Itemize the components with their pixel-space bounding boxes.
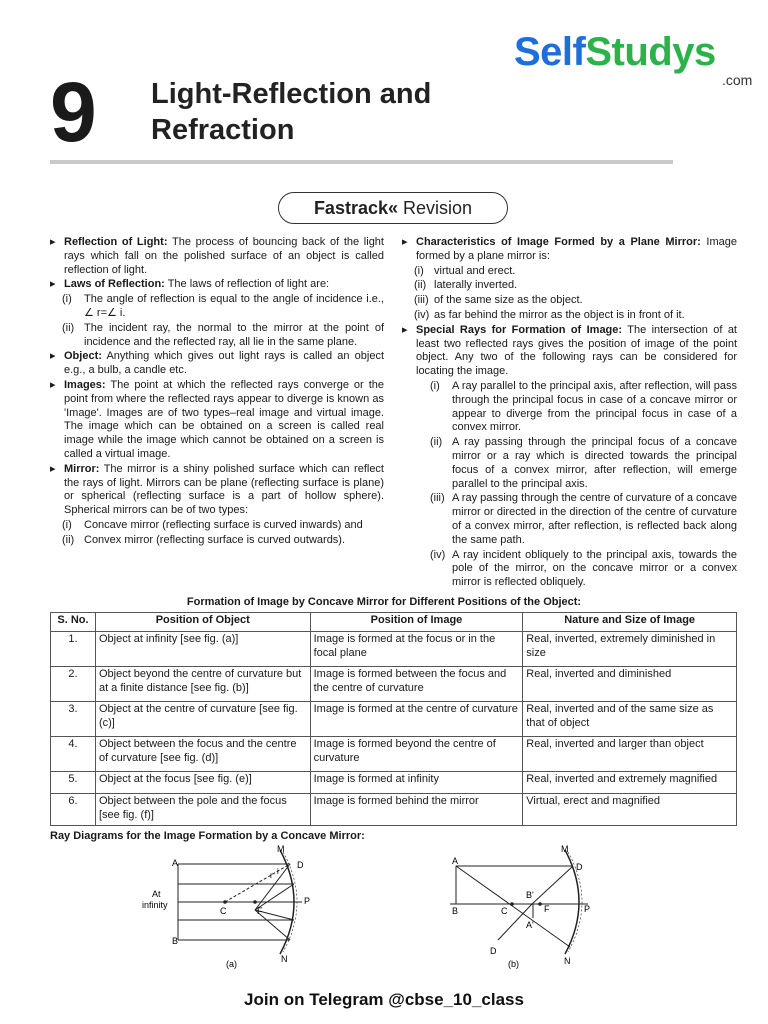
bullet-reflection: ▸ Reflection of Light: The process of bouncing back of the light rays which fall on the polished surface of an object is called reflection of light. xyxy=(50,236,384,277)
chapter-title-line1: Light-Reflection and xyxy=(151,78,432,110)
bullet-special-rays: ▸ Special Rays for Formation of Image: The intersection of at least two reflected rays gives the position of image of the point object. Any two of the following rays can be considered for locating the image. xyxy=(402,324,737,379)
ray-diagram-a xyxy=(130,842,330,972)
svg-text:At: At xyxy=(152,889,161,899)
plane-char-1: (i) virtual and erect. xyxy=(414,264,516,277)
svg-text:M: M xyxy=(277,844,285,854)
svg-text:r: r xyxy=(270,871,273,880)
bullet-images: ▸ Images: The point at which the reflected rays converge or the point from where the reflected rays appear to diverge is known as 'Image'. Images are of two types–real image and virtual image. The image which can be obtained on a screen is called real image while the image which cannot be obtained on a screen is called a virtual image. xyxy=(50,379,384,462)
telegram-footer: Join on Telegram @cbse_10_class xyxy=(244,990,524,1009)
svg-text:P: P xyxy=(304,896,311,906)
svg-text:N: N xyxy=(281,954,288,964)
special-ray-2: (ii) A ray passing through the principal focus of a concave mirror or a ray which is directed towards the principal focus of a convex mirror, after reflection, will emerge parallel to the principal axis. xyxy=(430,436,737,490)
svg-text:B: B xyxy=(172,936,179,946)
plane-char-3: (iii) of the same size as the object. xyxy=(414,294,583,307)
svg-text:M: M xyxy=(561,844,569,854)
chapter-title xyxy=(151,76,431,148)
law-2: (ii) The incident ray, the normal to the mirror at the point of incidence and the reflected ray, all lie in the same plane. xyxy=(62,321,384,348)
table-row: 6. Object between the pole and the focus [see fig. (f)] Image is formed behind the mirror Virtual, erect and magnified xyxy=(51,794,737,826)
header-sno: S. No. xyxy=(51,613,96,632)
table-row: 1. Object at infinity [see fig. (a)] Image is formed at the focus or in the focal plane Real, inverted, extremely diminished in size xyxy=(51,632,737,667)
logo-domain: .com xyxy=(722,72,753,88)
svg-text:F: F xyxy=(544,904,550,914)
bullet-laws: ▸ Laws of Reflection: The laws of reflection of light are: xyxy=(50,278,384,292)
table-row: 3. Object at the centre of curvature [see fig. (c)] Image is formed at the centre of curvature Real, inverted and of the same size as that of object xyxy=(51,702,737,737)
svg-text:B': B' xyxy=(526,890,534,900)
header-image: Position of Image xyxy=(310,613,523,632)
table-row: 5. Object at the focus [see fig. (e)] Image is formed at infinity Real, inverted and extremely magnified xyxy=(51,772,737,794)
left-column xyxy=(50,236,384,549)
plane-char-2: (ii) laterally inverted. xyxy=(414,279,518,292)
svg-text:D: D xyxy=(490,946,497,956)
special-ray-1: (i) A ray parallel to the principal axis, after reflection, will pass through the principal focus in case of a concave mirror or appear to diverge from the principal focus in case of a convex mirror. xyxy=(430,379,737,434)
svg-text:C: C xyxy=(501,906,508,916)
chapter-number: 9 xyxy=(50,65,97,159)
svg-text:infinity: infinity xyxy=(142,900,168,910)
table-header-row xyxy=(51,613,737,632)
ray-diagram-caption: Ray Diagrams for the Image Formation by a Concave Mirror: xyxy=(50,830,365,842)
selfstudys-logo: SelfStudys xyxy=(514,30,716,74)
special-ray-3: (iii) A ray passing through the centre of curvature of a concave mirror or directed in the direction of the centre of curvature of a convex mirror, after reflection, is reflected back along the same path. xyxy=(430,492,737,546)
right-column xyxy=(402,236,737,591)
header-nature: Nature and Size of Image xyxy=(523,613,737,632)
title-divider xyxy=(50,160,673,164)
svg-text:D: D xyxy=(297,860,304,870)
mirror-type-1: (i) Concave mirror (reflecting surface is curved inwards) and xyxy=(62,518,363,531)
plane-char-4: (iv) as far behind the mirror as the object is in front of it. xyxy=(414,308,685,321)
table-row: 4. Object between the focus and the centre of curvature [see fig. (d)] Image is formed beyond the centre of curvature Real, inverted and larger than object xyxy=(51,737,737,772)
header-object: Position of Object xyxy=(95,613,310,632)
chapter-title-line2: Refraction xyxy=(151,114,295,146)
ray-diagram-b xyxy=(440,842,620,972)
svg-text:B: B xyxy=(452,906,459,916)
svg-text:F: F xyxy=(257,906,263,916)
bullet-mirror: ▸ Mirror: The mirror is a shiny polished surface which can reflect the rays of light. Mirrors can be plane (reflecting surface is plane) or spherical (reflecting surface is a part of hollow sphere). Spherical mirrors can be of two types: xyxy=(50,463,384,518)
svg-text:(b): (b) xyxy=(508,959,519,969)
mirror-type-2: (ii) Convex mirror (reflecting surface is curved outwards). xyxy=(62,533,346,546)
svg-text:N: N xyxy=(564,956,571,966)
fastrack-revision-banner: Fastrack« Revision xyxy=(278,192,508,224)
svg-text:P: P xyxy=(584,904,591,914)
svg-text:A: A xyxy=(452,856,459,866)
concave-image-table xyxy=(50,612,737,826)
table-row: 2. Object beyond the centre of curvature but at a finite distance [see fig. (b)] Image is formed between the focus and the centre of curvature Real, inverted and diminished xyxy=(51,667,737,702)
svg-text:i: i xyxy=(277,867,279,876)
svg-text:A: A xyxy=(172,858,179,868)
svg-text:C: C xyxy=(220,906,227,916)
bullet-object: ▸ Object: Anything which gives out light rays is called an object e.g., a bulb, a candle etc. xyxy=(50,350,384,378)
law-1: (i) The angle of reflection is equal to the angle of incidence i.e., ∠ r=∠ i. xyxy=(62,293,384,319)
special-ray-4: (iv) A ray incident obliquely to the principal axis, towards the pole of the mirror, on the concave mirror or a convex mirror is reflected obliquely. xyxy=(430,548,737,589)
svg-text:(a): (a) xyxy=(226,959,237,969)
svg-text:D: D xyxy=(576,862,583,872)
svg-text:A': A' xyxy=(526,920,534,930)
table-caption: Formation of Image by Concave Mirror for Different Positions of the Object: xyxy=(186,596,582,608)
bullet-plane-mirror: ▸ Characteristics of Image Formed by a Plane Mirror: Image formed by a plane mirror is: xyxy=(402,236,737,264)
